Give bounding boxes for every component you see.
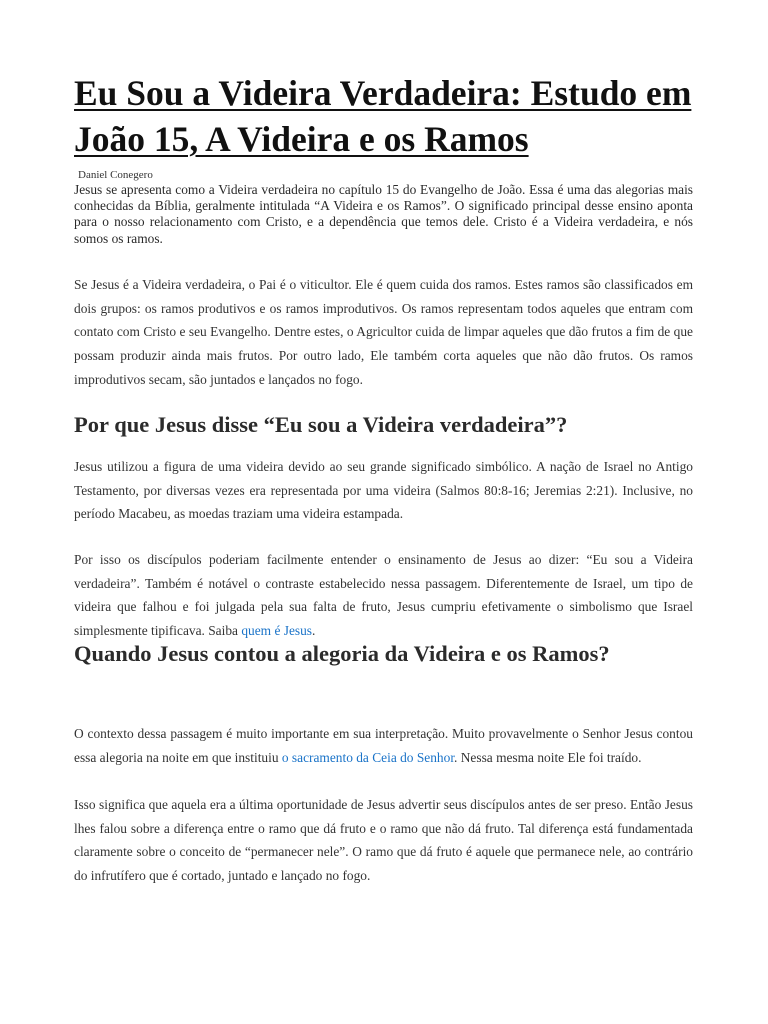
link-quem-e-jesus[interactable]: quem é Jesus: [241, 623, 313, 639]
paragraph-3-end: .: [312, 623, 316, 639]
author-name: Daniel Conegero: [78, 169, 153, 181]
paragraph-4: [74, 722, 693, 769]
intro-paragraph: Jesus se apresenta como a Videira verdadeira no capítulo 15 do Evangelho de João. Essa é uma das alegorias mais conhecidas da Bíblia, geralmente intitulada “A Videira e os Ramos”. O significado principal desse ensino aponta para o nosso relacionamento com Cristo, e a dependência que temos dele. Cristo é a Videira verdadeira, e nós somos os ramos.: [74, 182, 693, 246]
paragraph-3-text: Por isso os discípulos poderiam facilmente entender o ensinamento de Jesus ao dizer: “Eu sou a Videira verdadeira”. Também é notável o contraste estabelecido nessa passagem. Diferentemente de Israel, um tipo de videira que falhou e foi julgada pela sua falta de fruto, Jesus cumpriu efetivamente o simbolismo que Israel simplesmente tipificava. Saiba: [74, 552, 693, 639]
section-heading-1: Por que Jesus disse “Eu sou a Videira verdadeira”?: [74, 412, 568, 437]
paragraph-3: [74, 548, 693, 643]
link-ceia-do-senhor[interactable]: o sacramento da Ceia do Senhor: [281, 749, 455, 765]
paragraph-5: Isso significa que aquela era a última oportunidade de Jesus advertir seus discípulos antes de ser preso. Então Jesus lhes falou sobre a diferença entre o ramo que dá fruto e o ramo que não dá fruto. Tal diferença está fundamentada claramente sobre o conceito de “permanecer nele”. O ramo que dá fruto é aquele que permanece nele, ao contrário do infrutífero que é cortado, juntado e lançado no fogo.: [74, 797, 693, 884]
paragraph-4-text: O contexto dessa passagem é muito importante em sua interpretação. Muito provavelmente o Senhor Jesus contou essa alegoria na noite em que instituiu: [74, 726, 693, 765]
paragraph-4-end: . Nessa mesma noite Ele foi traído.: [454, 749, 642, 765]
section-heading-2: Quando Jesus contou a alegoria da Videira e os Ramos?: [74, 641, 610, 666]
article-title: Eu Sou a Videira Verdadeira: Estudo em João 15, A Videira e os Ramos: [74, 73, 692, 159]
paragraph-1: Se Jesus é a Videira verdadeira, o Pai é o viticultor. Ele é quem cuida dos ramos. Estes ramos são classificados em dois grupos: os ramos produtivos e os ramos improdutivos. Os ramos representam todos aqueles que entram com contato com Cristo e seu Evangelho. Dentre estes, o Agricultor cuida de limpar aqueles que dão frutos a fim de que possam produzir ainda mais frutos. Por outro lado, Ele também corta aqueles que não dão frutos. Os ramos improdutivos secam, são juntados e lançados no fogo.: [74, 277, 693, 387]
paragraph-2: Jesus utilizou a figura de uma videira devido ao seu grande significado simbólico. A nação de Israel no Antigo Testamento, por diversas vezes era representada por uma videira (Salmos 80:8-16; Jeremias 2:21). Inclusive, no período Macabeu, as moedas traziam uma videira estampada.: [74, 459, 693, 522]
